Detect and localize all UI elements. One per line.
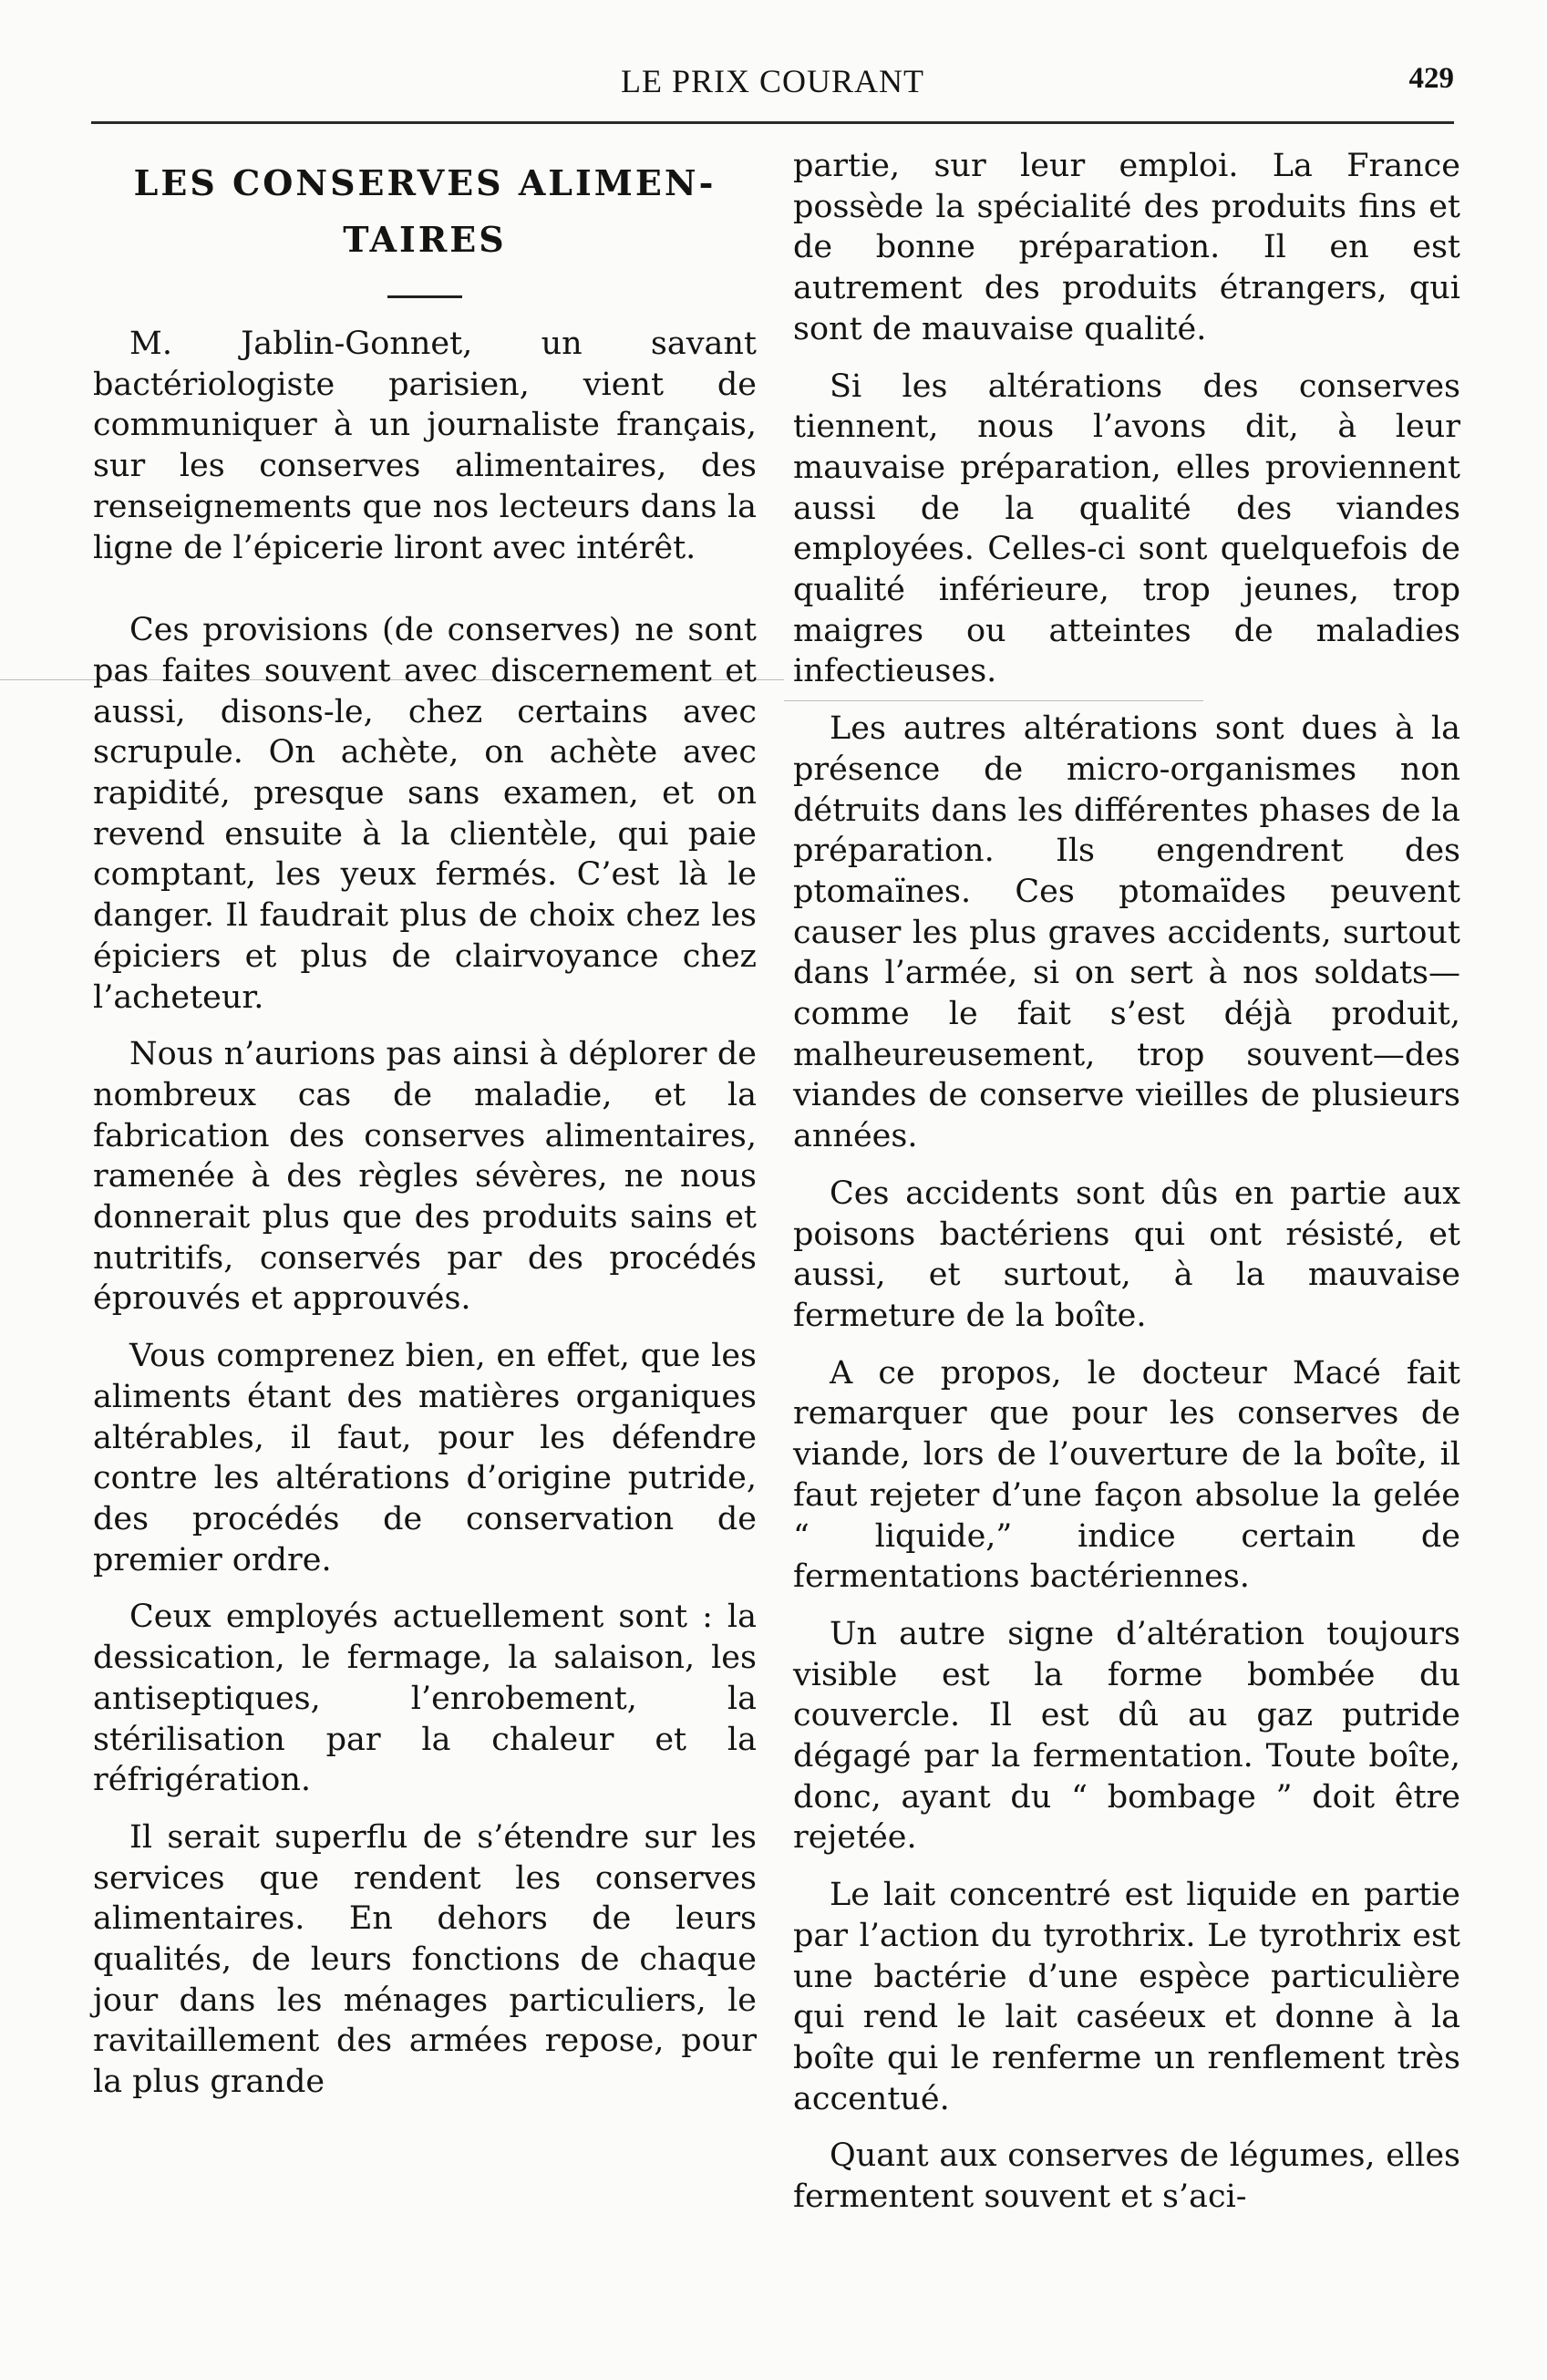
paragraph: partie, sur leur emploi. La France possède la spécialité des produits fins et de bonne préparation. Il en est autrement des produits étrangers, qui sont de mauvaise qualité. (793, 148, 1460, 347)
running-title: LE PRIX COURANT (620, 63, 924, 99)
paragraph: Vous comprenez bien, en effet, que les aliments étant des matières organiques altérables, il faut, pour les défendre contre les altérations d’origine putride, des procédés de conservation de premier ordre. (93, 1338, 757, 1578)
title-rule (387, 295, 462, 298)
paragraph: M. Jablin-Gonnet, un savant bactériologiste parisien, vient de communiquer à un journaliste français, sur les conserves alimentaires, des renseignements que nos lecteurs dans la ligne de l’épicerie liront avec intérêt. (93, 326, 757, 566)
article-title-line-1: LES CONSERVES ALIMEN- (133, 162, 717, 203)
paragraph: Quant aux conserves de légumes, elles fermentent souvent et s’aci- (793, 2137, 1460, 2216)
paragraph: Ces accidents sont dûs en partie aux poisons bactériens qui ont résisté, et aussi, et surtout, à la mauvaise fermeture de la boîte. (793, 1174, 1460, 1334)
article-title-line-2: TAIRES (343, 219, 507, 260)
paragraph: A ce propos, le docteur Macé fait remarquer que pour les conserves de viande, lors de l’ouverture de la boîte, il faut rejeter d’une façon absolue la gelée “ liquide,” indice certain de fermentations bactériennes. (793, 1354, 1460, 1596)
paragraph: Si les altérations des conserves tiennent, nous l’avons dit, à leur mauvaise préparation, elles proviennent aussi de la qualité des viandes employées. Celles-ci sont quelquefois de qualité inférieure, trop jeunes, trop maigres ou atteintes de maladies infectieuses. (793, 367, 1460, 690)
article-title (93, 155, 757, 268)
paragraph: Il serait superflu de s’étendre sur les services que rendent les conserves alimentaires. En dehors de leurs qualités, de leurs fonctions de chaque jour dans les ménages particuliers, le ravitaillement des armées repose, pour la plus grande (93, 1818, 757, 2101)
header-rule (91, 121, 1454, 124)
paragraph: Ceux employés actuellement sont : la dessication, le fermage, la salaison, les antiseptiques, l’enrobement, la stérilisation par la chaleur et la réfrigération. (93, 1599, 757, 1799)
paragraph: Un autre signe d’altération toujours visible est la forme bombée du couvercle. Il est dû au gaz putride dégagé par la fermentation. Toute boîte, donc, ayant du “ bombage ” doit être rejetée. (793, 1615, 1460, 1857)
page-number: 429 (1408, 62, 1454, 95)
left-column (93, 146, 757, 2119)
paragraph: Nous n’aurions pas ainsi à déplorer de nombreux cas de maladie, et la fabrication des conserves alimentaires, ramenée à des règles sévères, ne nous donnerait plus que des produits sains et nutritifs, conservés par des procédés éprouvés et approuvés. (93, 1036, 757, 1318)
paragraph: Ces provisions (de conserves) ne sont pas faites souvent avec discernement et aussi, disons-le, chez certains avec scrupule. On achète, on achète avec rapidité, presque sans examen, et on revend ensuite à la clientèle, qui paie comptant, les yeux fermés. C’est là le danger. Il faudrait plus de choix chez les épiciers et plus de clairvoyance chez l’acheteur. (93, 612, 757, 1016)
right-column (793, 146, 1460, 2234)
running-head (91, 62, 1454, 108)
paragraph: Les autres altérations sont dues à la présence de micro-organismes non détruits dans les différentes phases de la préparation. Ils engendrent des ptomaïnes. Ces ptomaïdes peuvent causer les plus graves accidents, surtout dans l’armée, si on sert à nos soldats—comme le fait s’est déjà produit, malheureusement, trop souvent—des viandes de conserve vieilles de plusieurs années. (793, 710, 1460, 1155)
paragraph: Le lait concentré est liquide en partie par l’action du tyrothrix. Le tyrothrix est une bactérie d’une espèce particulière qui rend le lait caséeux et donne à la boîte qui le renferme un renflement très accentué. (793, 1877, 1460, 2117)
